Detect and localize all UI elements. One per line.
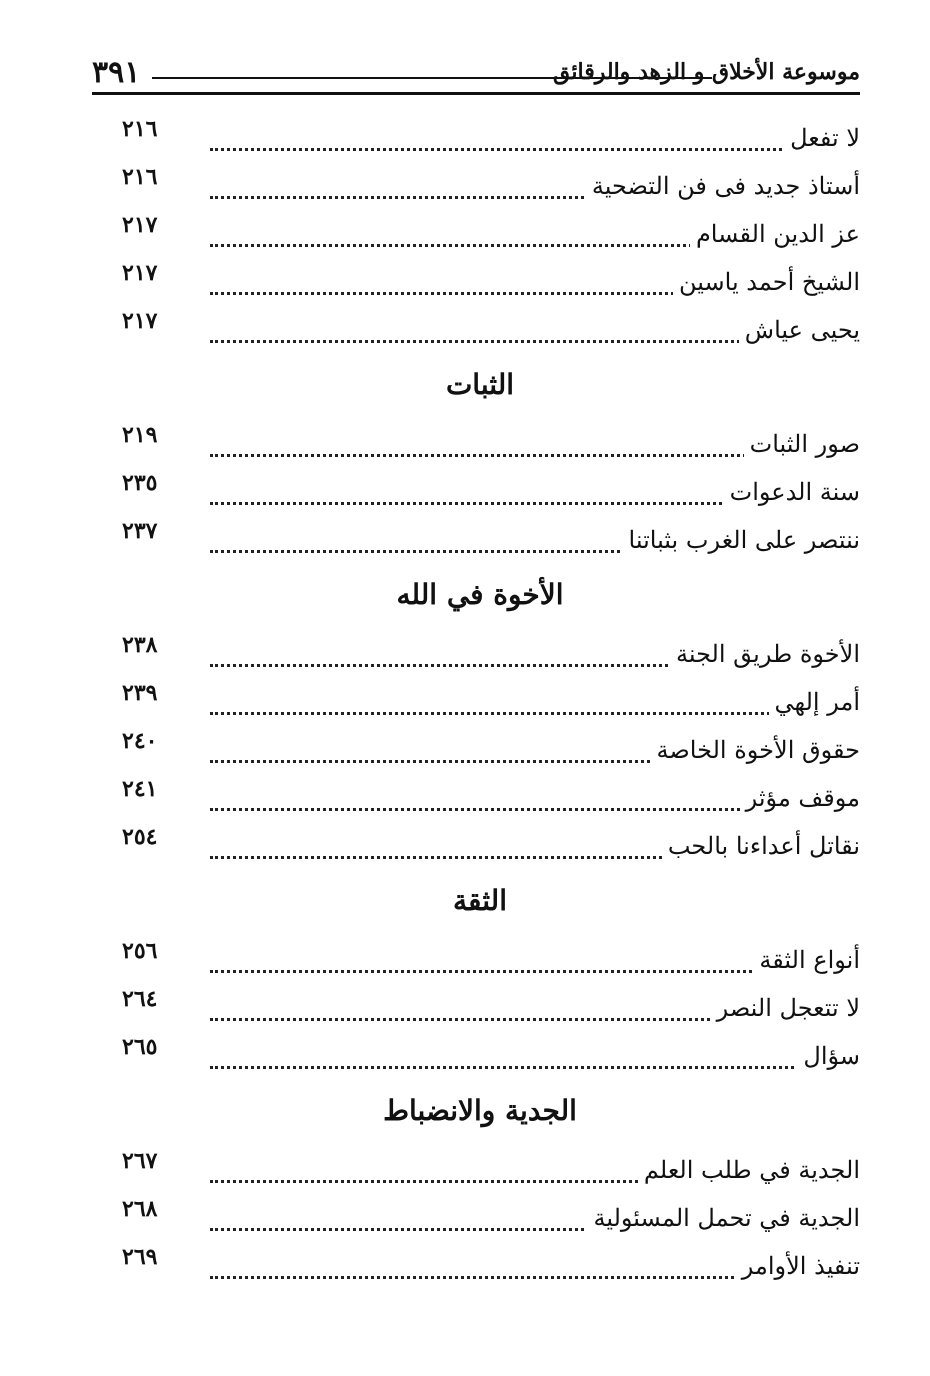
toc-entry-title: صور الثبات (744, 428, 860, 460)
toc-entry-page: ٢٣٧ (122, 518, 158, 544)
toc-entry-title: نقاتل أعداءنا بالحب (662, 830, 860, 862)
dot-leader (210, 692, 860, 715)
toc-entry-title: تنفيذ الأوامر (736, 1250, 860, 1282)
toc-entry-page: ٢٣٥ (122, 470, 158, 496)
toc-entry (100, 980, 860, 1028)
toc-entry-title: الشيخ أحمد ياسين (673, 266, 860, 298)
header-underline (92, 92, 860, 95)
toc-entry-page: ٢٦٥ (122, 1034, 158, 1060)
toc-entry-page: ٢٦٤ (122, 986, 158, 1012)
dot-leader (210, 1046, 860, 1069)
running-header (92, 55, 860, 95)
toc-entry-title: لا تتعجل النصر (711, 992, 860, 1024)
toc-entry (100, 674, 860, 722)
toc-entry-page: ٢٣٩ (122, 680, 158, 706)
toc-entry-page: ٢٦٩ (122, 1244, 158, 1270)
toc-entry (100, 1142, 860, 1190)
toc-entry-title: سنة الدعوات (724, 476, 860, 508)
dot-leader (210, 128, 860, 151)
toc-entry-title: عز الدين القسام (690, 218, 860, 250)
toc-entry (100, 626, 860, 674)
toc-entry-title: أستاذ جديد فى فن التضحية (586, 170, 860, 202)
toc-entry (100, 1238, 860, 1286)
toc-entry (100, 206, 860, 254)
toc-entry-page: ٢٦٨ (122, 1196, 158, 1222)
toc-entry (100, 722, 860, 770)
toc-entry-page: ٢١٧ (122, 212, 158, 238)
toc-entry-page: ٢٦٧ (122, 1148, 158, 1174)
toc-entry-title: أنواع الثقة (753, 944, 860, 976)
toc-entry (100, 464, 860, 512)
toc-entry-page: ٢٤١ (122, 776, 158, 802)
toc-entry-page: ٢٥٦ (122, 938, 158, 964)
toc-entry (100, 110, 860, 158)
toc-entry (100, 818, 860, 866)
toc-entry-title: الجدية في تحمل المسئولية (587, 1202, 860, 1234)
toc-entry-page: ٢١٦ (122, 164, 158, 190)
toc-entry-title: حقوق الأخوة الخاصة (651, 734, 860, 766)
toc-entry-page: ٢١٧ (122, 308, 158, 334)
section-heading: الأخوة في الله (396, 578, 564, 611)
toc-entry-title: الجدية في طلب العلم (638, 1154, 860, 1186)
toc-entry-page: ٢٤٠ (122, 728, 158, 754)
toc-entry (100, 416, 860, 464)
toc-entry-page: ٢١٧ (122, 260, 158, 286)
toc-entry (100, 932, 860, 980)
toc-entry-title: يحيى عياش (739, 314, 860, 346)
toc-entry-page: ٢٣٨ (122, 632, 158, 658)
toc-entry (100, 512, 860, 560)
toc-entry-page: ٢٥٤ (122, 824, 158, 850)
section-heading: الجدية والانضباط (383, 1094, 577, 1127)
toc-entry-page: ٢١٦ (122, 116, 158, 142)
toc-entry-title: موقف مؤثر (740, 782, 860, 814)
toc-entry-title: الأخوة طريق الجنة (670, 638, 860, 670)
table-of-contents (100, 110, 860, 1286)
toc-entry (100, 302, 860, 350)
toc-entry (100, 254, 860, 302)
toc-entry (100, 158, 860, 206)
toc-entry (100, 1028, 860, 1076)
toc-entry-title: سؤال (797, 1040, 860, 1072)
toc-entry (100, 770, 860, 818)
toc-entry-title: أمر إلهي (769, 686, 860, 718)
toc-entry-title: ننتصر على الغرب بثباتنا (623, 524, 860, 556)
toc-entry-page: ٢١٩ (122, 422, 158, 448)
section-heading: الثقة (453, 884, 507, 917)
toc-entry (100, 1190, 860, 1238)
toc-entry-title: لا تفعل (784, 122, 860, 154)
section-heading: الثبات (445, 368, 515, 401)
page-number: ٣٩١ (92, 55, 141, 90)
book-title: موسوعة الأخلاق و الزهد والرقائق (553, 59, 860, 85)
